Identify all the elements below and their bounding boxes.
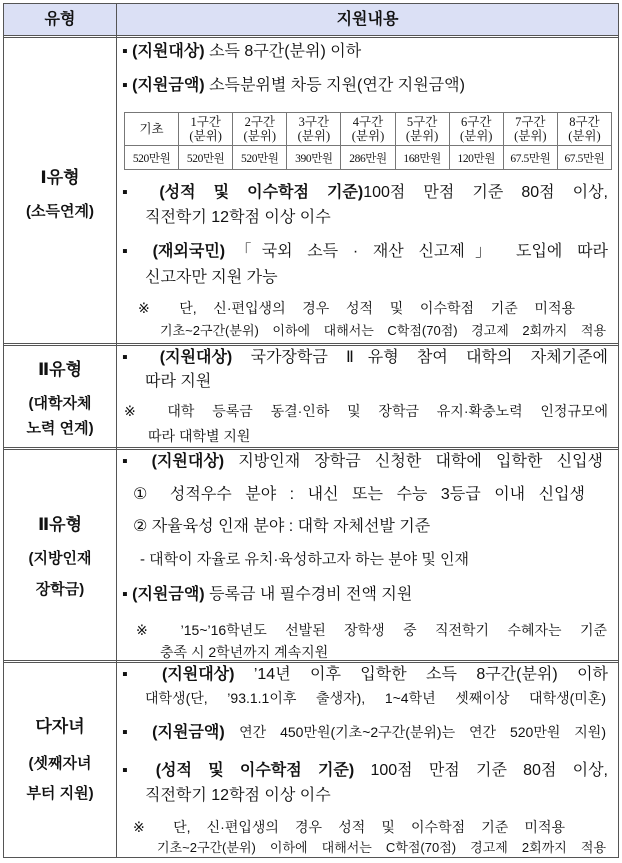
row1-overseas-item bbox=[122, 242, 608, 262]
number-marker: ② bbox=[133, 518, 148, 535]
bullet-marker: ▪ bbox=[122, 724, 138, 741]
row4-grade-criteria-item bbox=[122, 761, 608, 781]
item-text: 대학이 자율로 유치·육성하고자 하는 분야 및 인재 bbox=[149, 551, 469, 568]
column-divider bbox=[116, 4, 117, 858]
item-text: 자율육성 인재 분야 : 대학 자체선발 기준 bbox=[151, 518, 431, 535]
note-text: 단, 신·편입생의 경우 성적 및 이수학점 기준 미적용 bbox=[179, 300, 576, 316]
item-text: 성적우수 분야 : 내신 또는 수능 3등급 이내 신입생 bbox=[169, 486, 585, 503]
row1-overseas-continuation: 신고자만 지원 가능 bbox=[145, 269, 278, 286]
income-header-cell bbox=[395, 113, 449, 146]
item-label: (성적 및 이수학점 기준) bbox=[155, 762, 355, 779]
row2-type-desc: (대학자체 bbox=[28, 395, 92, 412]
header-line: 기초 bbox=[139, 122, 164, 136]
row1-note-continuation: 기초~2구간(분위) 이하에 대해서는 C학점(70점) 경고제 2회까지 적용 bbox=[160, 323, 606, 338]
row3-note bbox=[136, 621, 607, 639]
item-text: 연간 450만원(기초~2구간(분위)는 연간 520만원 지원) bbox=[239, 724, 606, 740]
header-divider bbox=[4, 35, 618, 38]
row4-note-continuation: 기초~2구간(분위) 이하에 대해서는 C학점(70점) 경고제 2회까지 적용 bbox=[157, 840, 606, 855]
row4-type-name: 다자녀 bbox=[35, 717, 85, 736]
note-marker: ※ bbox=[138, 300, 163, 316]
row3-type-desc: (지방인재 bbox=[28, 550, 92, 567]
row2-eligibility-item bbox=[122, 348, 608, 368]
dash-marker: - bbox=[140, 551, 145, 568]
note-text: ’15~’16학년도 선발된 장학생 중 직전학기 수혜자는 기준 bbox=[180, 622, 608, 638]
item-label: (지원금액) bbox=[152, 724, 225, 741]
note-marker: ※ bbox=[124, 403, 150, 419]
row3-amount-item bbox=[122, 585, 412, 605]
income-header-cell bbox=[449, 113, 503, 146]
bullet-marker: ▪ bbox=[122, 43, 128, 60]
header-line: 7구간 bbox=[515, 115, 546, 129]
row4-amount-item bbox=[122, 723, 606, 743]
row4-type-desc: (셋째자녀 bbox=[28, 755, 92, 772]
item-label: (지원금액) bbox=[132, 586, 205, 603]
header-line: (분위) bbox=[568, 129, 601, 143]
row4-eligibility-continuation: 대학생(단, ’93.1.1이후 출생자), 1~4학년 셋째이상 대학생(미혼) bbox=[145, 690, 606, 706]
header-type: 유형 bbox=[44, 11, 76, 28]
row2-type-name: Ⅱ유형 bbox=[37, 360, 83, 379]
item-label: (지원금액) bbox=[132, 77, 205, 94]
header-line: (분위) bbox=[297, 129, 331, 143]
row2-note bbox=[124, 402, 608, 420]
income-value-cell: 120만원 bbox=[449, 146, 503, 170]
income-value-cell: 67.5만원 bbox=[503, 146, 557, 170]
income-table-header-row bbox=[125, 113, 612, 146]
row1-note bbox=[138, 299, 575, 317]
income-header-cell bbox=[557, 113, 611, 146]
income-bracket-table bbox=[124, 112, 612, 170]
bullet-marker: ▪ bbox=[122, 762, 140, 779]
item-label: (지원대상) bbox=[151, 453, 225, 470]
header-content: 지원내용 bbox=[336, 11, 399, 28]
row1-eligibility-item bbox=[122, 42, 361, 62]
income-header-cell bbox=[125, 113, 179, 146]
note-marker: ※ bbox=[133, 819, 157, 835]
income-value-cell: 168만원 bbox=[395, 146, 449, 170]
header-line: (분위) bbox=[189, 129, 222, 143]
income-header-cell bbox=[341, 113, 395, 146]
item-label: (지원대상) bbox=[161, 666, 235, 683]
row3-eligibility-item bbox=[122, 452, 603, 472]
bullet-marker: ▪ bbox=[122, 184, 142, 201]
number-marker: ① bbox=[133, 486, 157, 503]
item-text: ’14년 이후 입학한 소득 8구간(분위) 이하 bbox=[253, 666, 608, 683]
item-label: (성적 및 이수학점 기준) bbox=[159, 184, 364, 201]
row2-eligibility-continuation: 따라 지원 bbox=[145, 373, 212, 390]
row1-grade-criteria-item bbox=[122, 183, 608, 203]
header-line: (분위) bbox=[243, 129, 277, 143]
row3-sub-detail bbox=[140, 551, 469, 569]
item-text: 「국외 소득 · 재산 신고제」 도입에 따라 bbox=[225, 243, 608, 260]
bullet-marker: ▪ bbox=[122, 666, 143, 683]
row3-sub-item-1 bbox=[133, 485, 585, 505]
row3-note-continuation: 충족 시 2학년까지 계속지원 bbox=[160, 644, 329, 660]
bullet-marker: ▪ bbox=[122, 586, 128, 603]
income-value-cell: 286만원 bbox=[341, 146, 395, 170]
row2-note-continuation: 따라 대학별 지원 bbox=[148, 428, 251, 444]
header-line: 4구간 bbox=[352, 115, 384, 129]
row3-sub-item-2 bbox=[133, 517, 430, 537]
bullet-marker: ▪ bbox=[122, 453, 138, 470]
income-header-cell bbox=[233, 113, 287, 146]
row1-type-name: Ⅰ유형 bbox=[40, 168, 80, 187]
bullet-marker: ▪ bbox=[122, 77, 128, 94]
income-value-cell: 520만원 bbox=[125, 146, 179, 170]
header-line: (분위) bbox=[351, 129, 385, 143]
bullet-marker: ▪ bbox=[122, 243, 138, 260]
bullet-marker: ▪ bbox=[122, 349, 142, 366]
item-text: 국가장학금 Ⅱ유형 참여 대학의 자체기준에 bbox=[250, 349, 608, 366]
income-header-cell bbox=[287, 113, 341, 146]
row4-note bbox=[133, 818, 565, 836]
row4-grade-criteria-continuation: 직전학기 12학점 이상 이수 bbox=[145, 787, 331, 804]
item-text: 소득 8구간(분위) 이하 bbox=[209, 43, 362, 60]
row1-type-desc: (소득연계) bbox=[26, 203, 94, 220]
row4-eligibility-item bbox=[122, 665, 608, 685]
row1-amount-item bbox=[122, 76, 465, 96]
income-value-cell: 520만원 bbox=[179, 146, 233, 170]
row2-type-desc: 노력 연계) bbox=[26, 420, 94, 437]
row3-type-desc: 장학금) bbox=[35, 581, 85, 598]
header-line: (분위) bbox=[514, 129, 547, 143]
income-value-cell: 67.5만원 bbox=[557, 146, 611, 170]
note-text: 단, 신·편입생의 경우 성적 및 이수학점 기준 미적용 bbox=[173, 819, 565, 835]
note-marker: ※ bbox=[136, 622, 163, 638]
item-label: (재외국민) bbox=[152, 243, 226, 260]
item-text: 등록금 내 필수경비 전액 지원 bbox=[209, 586, 413, 603]
item-label: (지원대상) bbox=[159, 349, 233, 366]
item-text: 소득분위별 차등 지원(연간 지원금액) bbox=[209, 77, 465, 94]
item-text: 지방인재 장학금 신청한 대학에 입학한 신입생 bbox=[238, 453, 603, 470]
row-divider bbox=[4, 447, 618, 450]
header-line: 2구간 bbox=[244, 115, 275, 129]
header-line: (분위) bbox=[405, 129, 439, 143]
header-line: 1구간 bbox=[190, 115, 221, 129]
income-value-cell: 520만원 bbox=[233, 146, 287, 170]
row1-grade-criteria-continuation: 직전학기 12학점 이상 이수 bbox=[145, 209, 331, 226]
item-text: 100점 만점 기준 80점 이상, bbox=[370, 762, 608, 779]
row3-type-name: Ⅱ유형 bbox=[37, 515, 83, 534]
row-divider bbox=[4, 343, 618, 346]
income-value-cell: 390만원 bbox=[287, 146, 341, 170]
header-line: 3구간 bbox=[298, 115, 330, 129]
header-line: (분위) bbox=[459, 129, 493, 143]
header-line: 6구간 bbox=[461, 115, 492, 129]
item-text: 100점 만점 기준 80점 이상, bbox=[363, 184, 608, 201]
income-header-cell bbox=[179, 113, 233, 146]
note-text: 대학 등록금 동결·인하 및 장학금 유지·확충노력 인정규모에 bbox=[167, 403, 608, 419]
header-line: 5구간 bbox=[406, 115, 438, 129]
income-header-cell bbox=[503, 113, 557, 146]
row4-type-desc: 부터 지원) bbox=[26, 785, 94, 802]
income-table-value-row bbox=[125, 146, 612, 170]
header-line: 8구간 bbox=[569, 115, 600, 129]
item-label: (지원대상) bbox=[132, 43, 205, 60]
